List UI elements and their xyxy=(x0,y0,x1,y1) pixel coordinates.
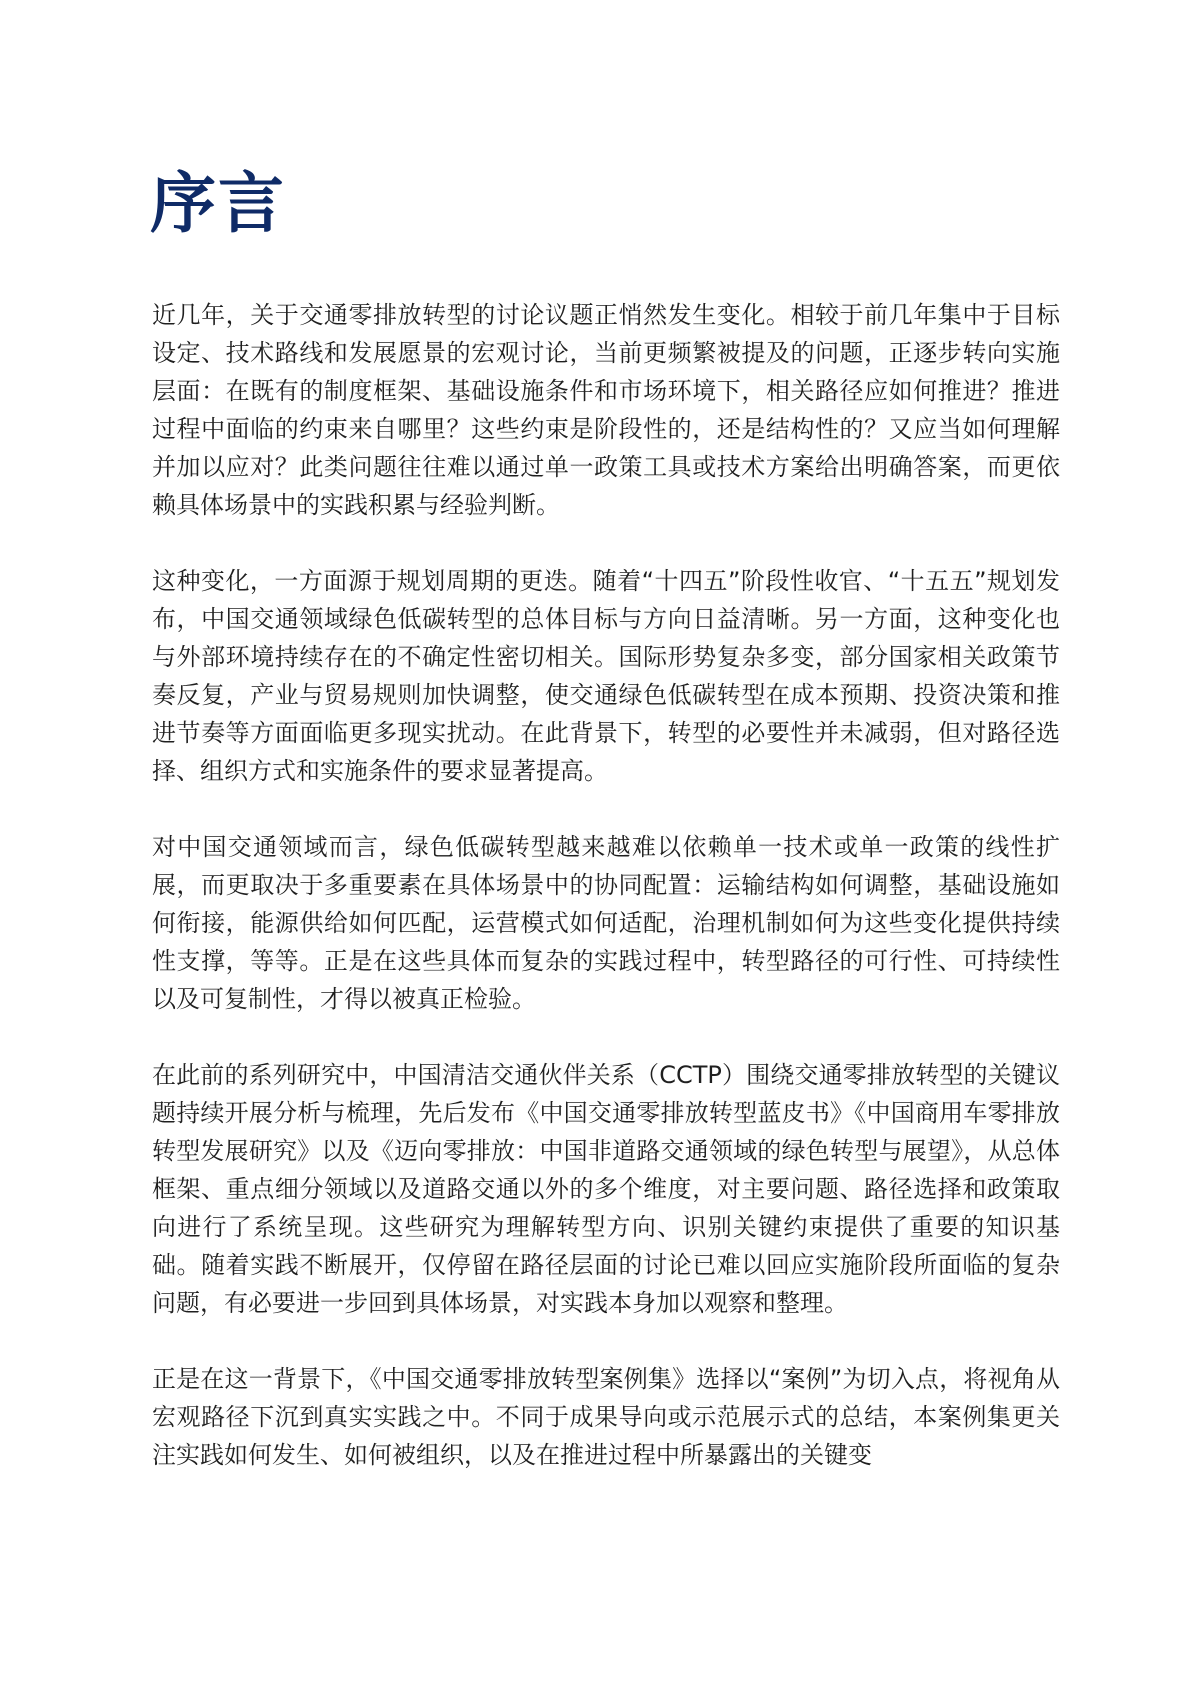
paragraph-3: 对中国交通领域而言，绿色低碳转型越来越难以依赖单一技术或单一政策的线性扩展，而更取决于多重要素在具体场景中的协同配置：运输结构如何调整，基础设施如何衔接，能源供给如何匹配，运营模式如何适配，治理机制如何为这些变化提供持续性支撑，等等。正是在这些具体而复杂的实践过程中，转型路径的可行性、可持续性以及可复制性，才得以被真正检验。 xyxy=(152,833,1060,1013)
paragraph-2: 这种变化，一方面源于规划周期的更迭。随着“十四五”阶段性收官、“十五五”规划发布，中国交通领域绿色低碳转型的总体目标与方向日益清晰。另一方面，这种变化也与外部环境持续存在的不确定性密切相关。国际形势复杂多变，部分国家相关政策节奏反复，产业与贸易规则加快调整，使交通绿色低碳转型在成本预期、投资决策和推进节奏等方面面临更多现实扰动。在此背景下，转型的必要性并未减弱，但对路径选择、组织方式和实施条件的要求显著提高。 xyxy=(152,567,1060,785)
preface-body xyxy=(152,296,1060,1512)
paragraph-1: 近几年，关于交通零排放转型的讨论议题正悄然发生变化。相较于前几年集中于目标设定、技术路线和发展愿景的宏观讨论，当前更频繁被提及的问题，正逐步转向实施层面：在既有的制度框架、基础设施条件和市场环境下，相关路径应如何推进？推进过程中面临的约束来自哪里？这些约束是阶段性的，还是结构性的？又应当如何理解并加以应对？此类问题往往难以通过单一政策工具或技术方案给出明确答案，而更依赖具体场景中的实践积累与经验判断。 xyxy=(152,301,1060,519)
page-title: 序言 xyxy=(150,165,286,242)
paragraph-5: 正是在这一背景下，《中国交通零排放转型案例集》选择以“案例”为切入点，将视角从宏观路径下沉到真实实践之中。不同于成果导向或示范展示式的总结，本案例集更关注实践如何发生、如何被组织，以及在推进过程中所暴露出的关键变 xyxy=(152,1365,1060,1469)
paragraph-4: 在此前的系列研究中，中国清洁交通伙伴关系（CCTP）围绕交通零排放转型的关键议题持续开展分析与梳理，先后发布《中国交通零排放转型蓝皮书》《中国商用车零排放转型发展研究》以及《迈向零排放：中国非道路交通领域的绿色转型与展望》，从总体框架、重点细分领域以及道路交通以外的多个维度，对主要问题、路径选择和政策取向进行了系统呈现。这些研究为理解转型方向、识别关键约束提供了重要的知识基础。随着实践不断展开，仅停留在路径层面的讨论已难以回应实施阶段所面临的复杂问题，有必要进一步回到具体场景，对实践本身加以观察和整理。 xyxy=(152,1061,1060,1317)
